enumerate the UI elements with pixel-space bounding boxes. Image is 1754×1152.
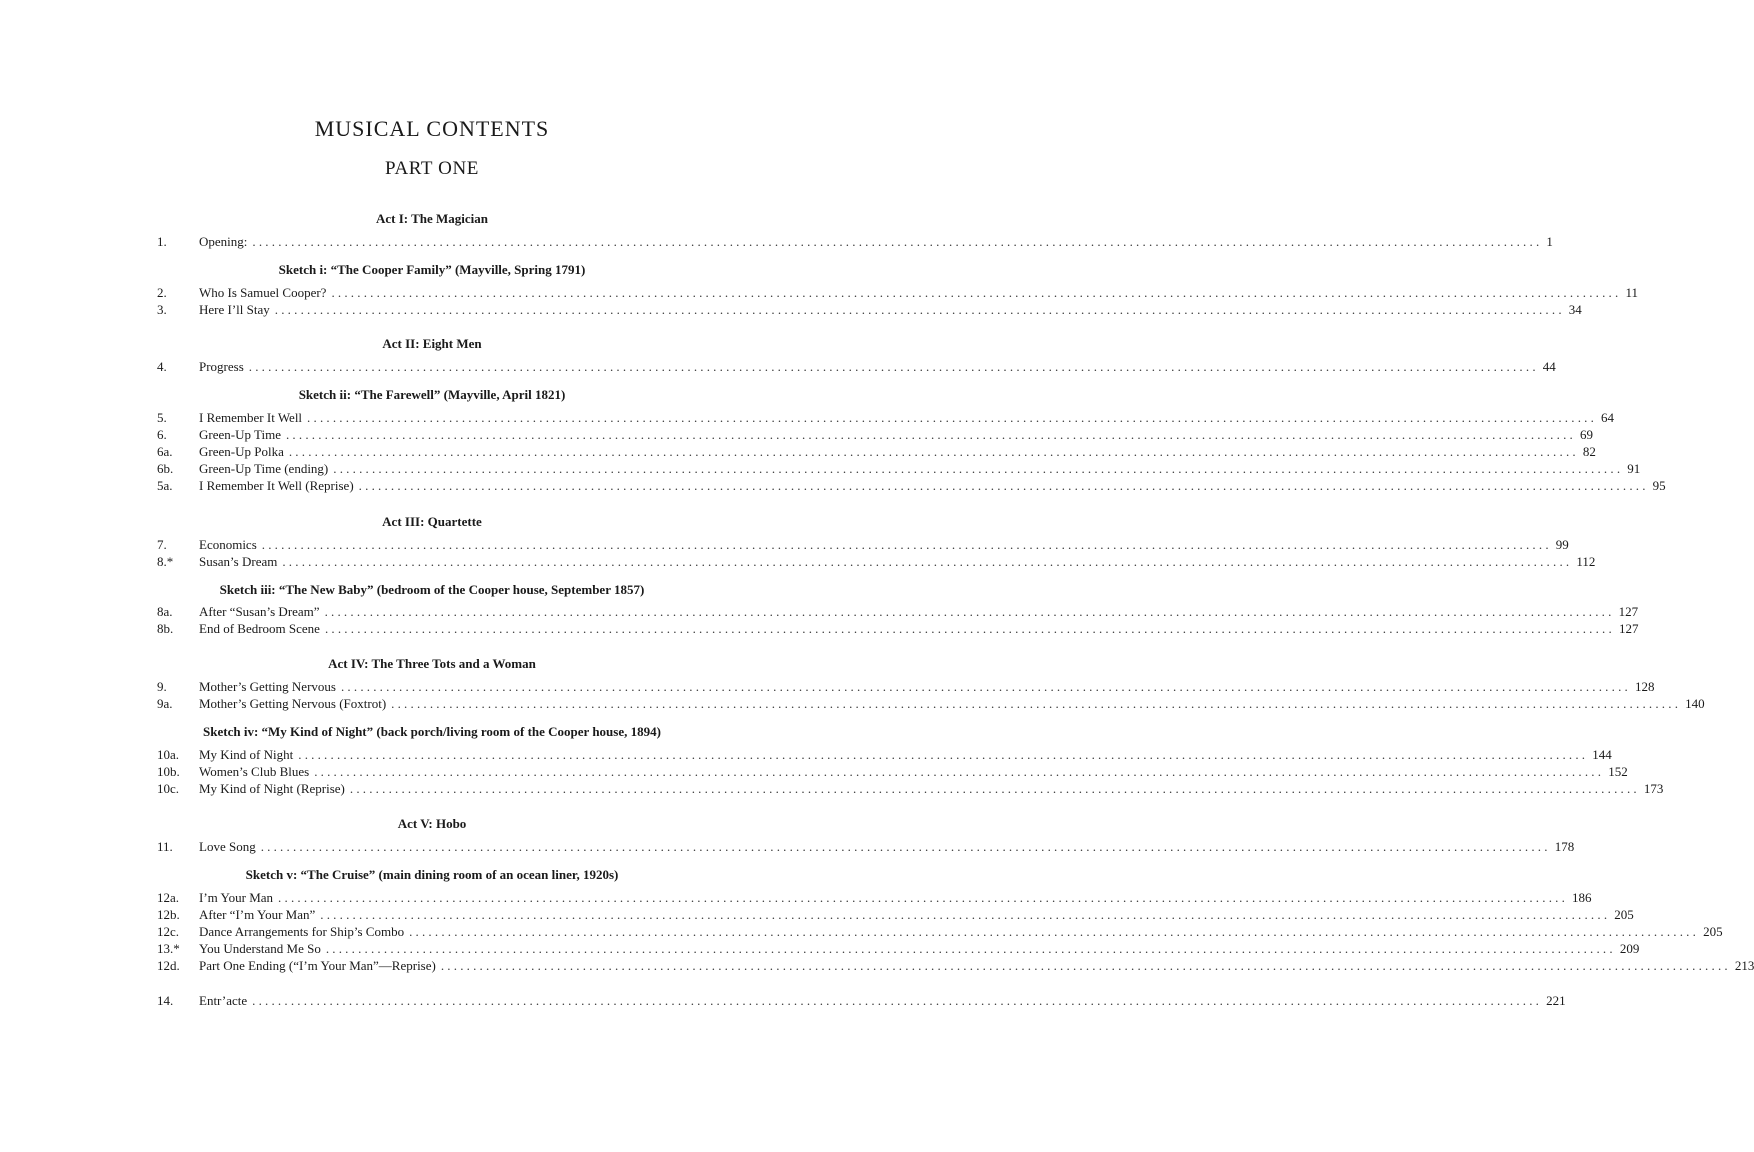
dot-leader: ........................................................................................................................................................................................................ [274, 302, 1565, 317]
entry-page-number: 127 [1618, 621, 1639, 636]
entry-page-number: 34 [1568, 302, 1582, 317]
dot-leader: ........................................................................................................................................................................................................ [325, 941, 1616, 956]
entry-title: I’m Your Man [199, 890, 274, 905]
entry-page-number: 69 [1579, 427, 1593, 442]
toc-entry [157, 695, 1705, 712]
section-heading: Act I: The Magician [375, 211, 489, 226]
entry-number: 7. [157, 537, 167, 552]
toc-entry [157, 889, 1592, 906]
entry-page-number: 82 [1582, 444, 1596, 459]
entry-title: My Kind of Night [199, 747, 294, 762]
entry-page-number: 44 [1542, 359, 1556, 374]
entry-number: 12a. [157, 890, 180, 905]
entry-title: I Remember It Well (Reprise) [199, 478, 354, 493]
entry-number: 4. [157, 359, 167, 374]
entry-title: End of Bedroom Scene [199, 621, 320, 636]
toc-entry [157, 536, 1569, 553]
entry-page-number: 1 [1546, 234, 1553, 249]
dot-leader: ........................................................................................................................................................................................................ [358, 478, 1649, 493]
section-heading: Sketch v: “The Cruise” (main dining room of an ocean liner, 1920s) [245, 867, 619, 882]
entry-page-number: 205 [1614, 907, 1634, 922]
section-heading: Act II: Eight Men [382, 336, 482, 351]
entry-page-number: 221 [1546, 993, 1566, 1008]
dot-leader: ........................................................................................................................................................................................................ [324, 604, 1615, 619]
entry-title: Green-Up Polka [199, 444, 284, 459]
entry-page-number: 186 [1572, 890, 1592, 905]
dot-leader: ........................................................................................................................................................................................................ [320, 907, 1611, 922]
entry-number: 12c. [157, 924, 180, 939]
toc-entry [157, 906, 1634, 923]
section-heading: Sketch ii: “The Farewell” (Mayville, April 1821) [298, 387, 566, 402]
entry-page-number: 173 [1643, 781, 1664, 796]
dot-leader: ........................................................................................................................................................................................................ [391, 696, 1682, 711]
toc-entry [157, 992, 1566, 1009]
toc-entry [157, 301, 1582, 318]
entry-number: 10c. [157, 781, 180, 796]
toc-entry [157, 678, 1655, 695]
entry-title: Here I’ll Stay [199, 302, 270, 317]
entry-page-number: 64 [1601, 410, 1615, 425]
entry-title: Green-Up Time (ending) [199, 461, 329, 476]
dot-leader: ........................................................................................................................................................................................................ [252, 234, 1543, 249]
entry-title: After “I’m Your Man” [199, 907, 316, 922]
entry-title: Women’s Club Blues [199, 764, 310, 779]
dot-leader: ........................................................................................................................................................................................................ [333, 461, 1624, 476]
entry-title: Entr’acte [199, 993, 248, 1008]
toc-entry [157, 940, 1640, 957]
toc-entry [157, 426, 1593, 443]
toc-entry [157, 780, 1664, 797]
entry-number: 1. [157, 234, 167, 249]
entry-number: 8.* [157, 554, 174, 569]
toc-entry [157, 443, 1596, 460]
entry-page-number: 112 [1576, 554, 1596, 569]
section-heading: Sketch iv: “My Kind of Night” (back porch/living room of the Cooper house, 1894) [203, 724, 661, 739]
page-title: MUSICAL CONTENTS [314, 116, 550, 141]
entry-page-number: 11 [1625, 285, 1638, 300]
entry-page-number: 99 [1555, 537, 1569, 552]
entry-page-number: 178 [1554, 839, 1575, 854]
dot-leader: ........................................................................................................................................................................................................ [409, 924, 1700, 939]
entry-title: Part One Ending (“I’m Your Man”—Reprise) [199, 958, 436, 973]
dot-leader: ........................................................................................................................................................................................................ [252, 993, 1543, 1008]
dot-leader: ........................................................................................................................................................................................................ [278, 890, 1569, 905]
entry-title: Economics [199, 537, 257, 552]
entry-title: Who Is Samuel Cooper? [199, 285, 327, 300]
entry-title: After “Susan’s Dream” [199, 604, 320, 619]
toc-entry [157, 763, 1628, 780]
entry-number: 2. [157, 285, 167, 300]
toc-entry [157, 460, 1641, 477]
entry-number: 10a. [157, 747, 180, 762]
section-heading: Act IV: The Three Tots and a Woman [328, 656, 536, 671]
dot-leader: ........................................................................................................................................................................................................ [260, 839, 1551, 854]
section-heading: Sketch iii: “The New Baby” (bedroom of the Cooper house, September 1857) [219, 582, 645, 597]
entry-title: Mother’s Getting Nervous (Foxtrot) [199, 696, 387, 711]
dot-leader: ........................................................................................................................................................................................................ [288, 444, 1579, 459]
entry-page-number: 128 [1634, 679, 1655, 694]
entry-number: 5. [157, 410, 167, 425]
toc-entry [157, 358, 1556, 375]
entry-number: 8b. [157, 621, 174, 636]
entry-page-number: 205 [1703, 924, 1723, 939]
entry-number: 6a. [157, 444, 173, 459]
entry-title: I Remember It Well [199, 410, 303, 425]
toc-entry [157, 284, 1638, 301]
dot-leader: ........................................................................................................................................................................................................ [331, 285, 1622, 300]
page-subtitle: PART ONE [385, 158, 479, 179]
dot-leader: ........................................................................................................................................................................................................ [261, 537, 1552, 552]
entry-title: Susan’s Dream [199, 554, 278, 569]
toc-entry [157, 477, 1666, 494]
entry-page-number: 209 [1619, 941, 1640, 956]
entry-title: Love Song [199, 839, 256, 854]
entry-page-number: 127 [1618, 604, 1639, 619]
entry-number: 9a. [157, 696, 173, 711]
entry-title: You Understand Me So [199, 941, 321, 956]
entry-page-number: 144 [1592, 747, 1612, 762]
toc-entry [157, 553, 1596, 570]
entry-title: Green-Up Time [199, 427, 281, 442]
entry-number: 8a. [157, 604, 173, 619]
entry-number: 6b. [157, 461, 174, 476]
entry-page-number: 91 [1627, 461, 1641, 476]
entry-page-number: 95 [1652, 478, 1666, 493]
dot-leader: ........................................................................................................................................................................................................ [285, 427, 1576, 442]
entry-number: 5a. [157, 478, 173, 493]
entry-number: 10b. [157, 764, 180, 779]
dot-leader: ........................................................................................................................................................................................................ [314, 764, 1605, 779]
dot-leader: ........................................................................................................................................................................................................ [298, 747, 1589, 762]
toc-entry [157, 409, 1615, 426]
entry-number: 3. [157, 302, 167, 317]
entry-page-number: 140 [1685, 696, 1705, 711]
dot-leader: ........................................................................................................................................................................................................ [307, 410, 1598, 425]
toc-entry [157, 603, 1639, 620]
entry-title: Mother’s Getting Nervous [199, 679, 336, 694]
entry-title: Dance Arrangements for Ship’s Combo [199, 924, 405, 939]
toc-entry [157, 620, 1639, 637]
entry-number: 12d. [157, 958, 180, 973]
entry-number: 9. [157, 679, 167, 694]
entry-page-number: 213 [1734, 958, 1754, 973]
dot-leader: ........................................................................................................................................................................................................ [440, 958, 1731, 973]
entry-title: Opening: [199, 234, 248, 249]
entry-number: 13.* [157, 941, 180, 956]
dot-leader: ........................................................................................................................................................................................................ [248, 359, 1539, 374]
entry-number: 6. [157, 427, 167, 442]
toc-entry [157, 923, 1723, 940]
entry-number: 14. [157, 993, 174, 1008]
section-heading: Sketch i: “The Cooper Family” (Mayville, Spring 1791) [278, 262, 586, 277]
dot-leader: ........................................................................................................................................................................................................ [282, 554, 1573, 569]
entry-number: 11. [157, 839, 173, 854]
section-heading: Act III: Quartette [382, 514, 482, 529]
section-heading: Act V: Hobo [397, 816, 467, 831]
dot-leader: ........................................................................................................................................................................................................ [340, 679, 1631, 694]
entry-title: My Kind of Night (Reprise) [199, 781, 345, 796]
dot-leader: ........................................................................................................................................................................................................ [349, 781, 1640, 796]
toc-entry [157, 233, 1553, 250]
entry-title: Progress [199, 359, 244, 374]
toc-entry [157, 838, 1575, 855]
toc-entry [157, 957, 1754, 974]
entry-number: 12b. [157, 907, 180, 922]
dot-leader: ........................................................................................................................................................................................................ [324, 621, 1615, 636]
entry-page-number: 152 [1608, 764, 1628, 779]
toc-entry [157, 746, 1612, 763]
